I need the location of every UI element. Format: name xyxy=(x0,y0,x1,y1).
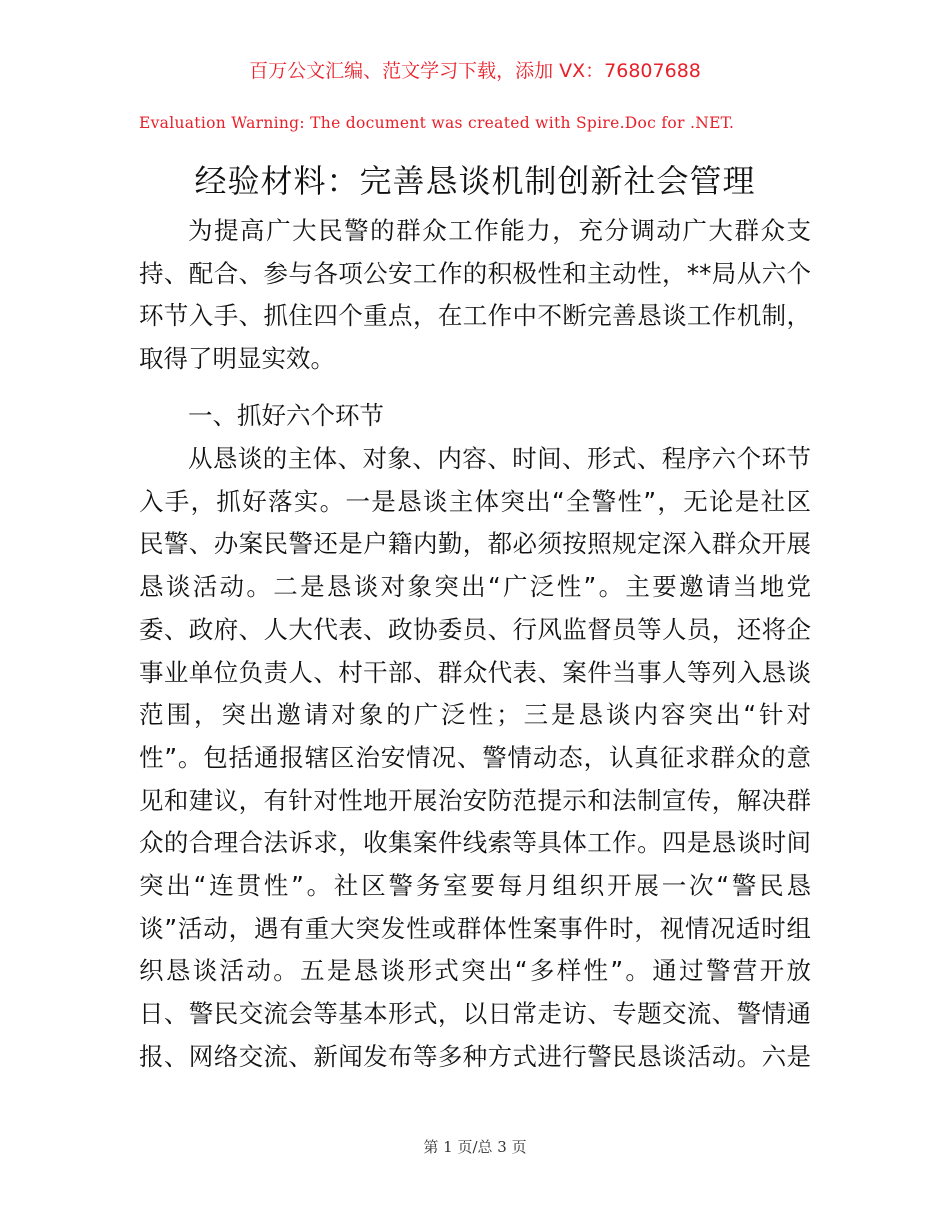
paragraph-line: 取得了明显实效。 xyxy=(139,344,335,374)
paragraph-line: 为提高广大民警的群众工作能力，充分调动广大群众支 xyxy=(188,216,811,245)
paragraph-line: 范围，突出邀请对象的广泛性；三是恳谈内容突出“针对 xyxy=(139,700,811,730)
paragraph-line: 日、警民交流会等基本形式，以日常走访、专题交流、警情通 xyxy=(139,999,811,1029)
paragraph-line: 众的合理合法诉求，收集案件线索等具体工作。四是恳谈时间 xyxy=(139,828,811,858)
paragraph-line: 恳谈活动。二是恳谈对象突出“广泛性”。主要邀请当地党 xyxy=(139,572,811,602)
document-title: 经验材料：完善恳谈机制创新社会管理 xyxy=(194,162,756,200)
paragraph-line: 突出“连贯性”。社区警务室要每月组织开展一次“警民恳 xyxy=(139,871,811,901)
evaluation-warning: Evaluation Warning: The document was created with Spire.Doc for .NET. xyxy=(139,114,735,132)
paragraph-line: 持、配合、参与各项公安工作的积极性和主动性，**局从六个 xyxy=(139,258,811,288)
paragraph-line: 织恳谈活动。五是恳谈形式突出“多样性”。通过警营开放 xyxy=(139,956,811,986)
paragraph-line: 从恳谈的主体、对象、内容、时间、形式、程序六个环节 xyxy=(188,444,811,473)
paragraph-line: 性”。包括通报辖区治安情况、警情动态，认真征求群众的意 xyxy=(139,742,811,772)
section-heading-text: 一、抓好六个环节 xyxy=(188,401,384,430)
paragraph-line: 入手，抓好落实。一是恳谈主体突出“全警性”，无论是社区 xyxy=(139,486,811,516)
paragraph-line: 事业单位负责人、村干部、群众代表、案件当事人等列入恳谈 xyxy=(139,657,811,687)
paragraph-line: 民警、办案民警还是户籍内勤，都必须按照规定深入群众开展 xyxy=(139,529,811,559)
section-heading xyxy=(139,395,811,438)
paragraph-six-links xyxy=(139,438,811,1079)
paragraph-line: 委、政府、人大代表、政协委员、行风监督员等人员，还将企 xyxy=(139,614,811,644)
page-indicator: 第 1 页/总 3 页 xyxy=(423,1138,527,1156)
paragraph-intro xyxy=(139,210,811,381)
paragraph-line: 报、网络交流、新闻发布等多种方式进行警民恳谈活动。六是 xyxy=(139,1041,811,1071)
paragraph-line: 谈”活动，遇有重大突发性或群体性案事件时，视情况适时组 xyxy=(139,913,811,943)
header-banner: 百万公文汇编、范文学习下载，添加 VX：76807688 xyxy=(249,60,701,82)
paragraph-line: 见和建议，有针对性地开展治安防范提示和法制宣传，解决群 xyxy=(139,785,811,815)
paragraph-line: 环节入手、抓住四个重点，在工作中不断完善恳谈工作机制， xyxy=(139,301,811,331)
